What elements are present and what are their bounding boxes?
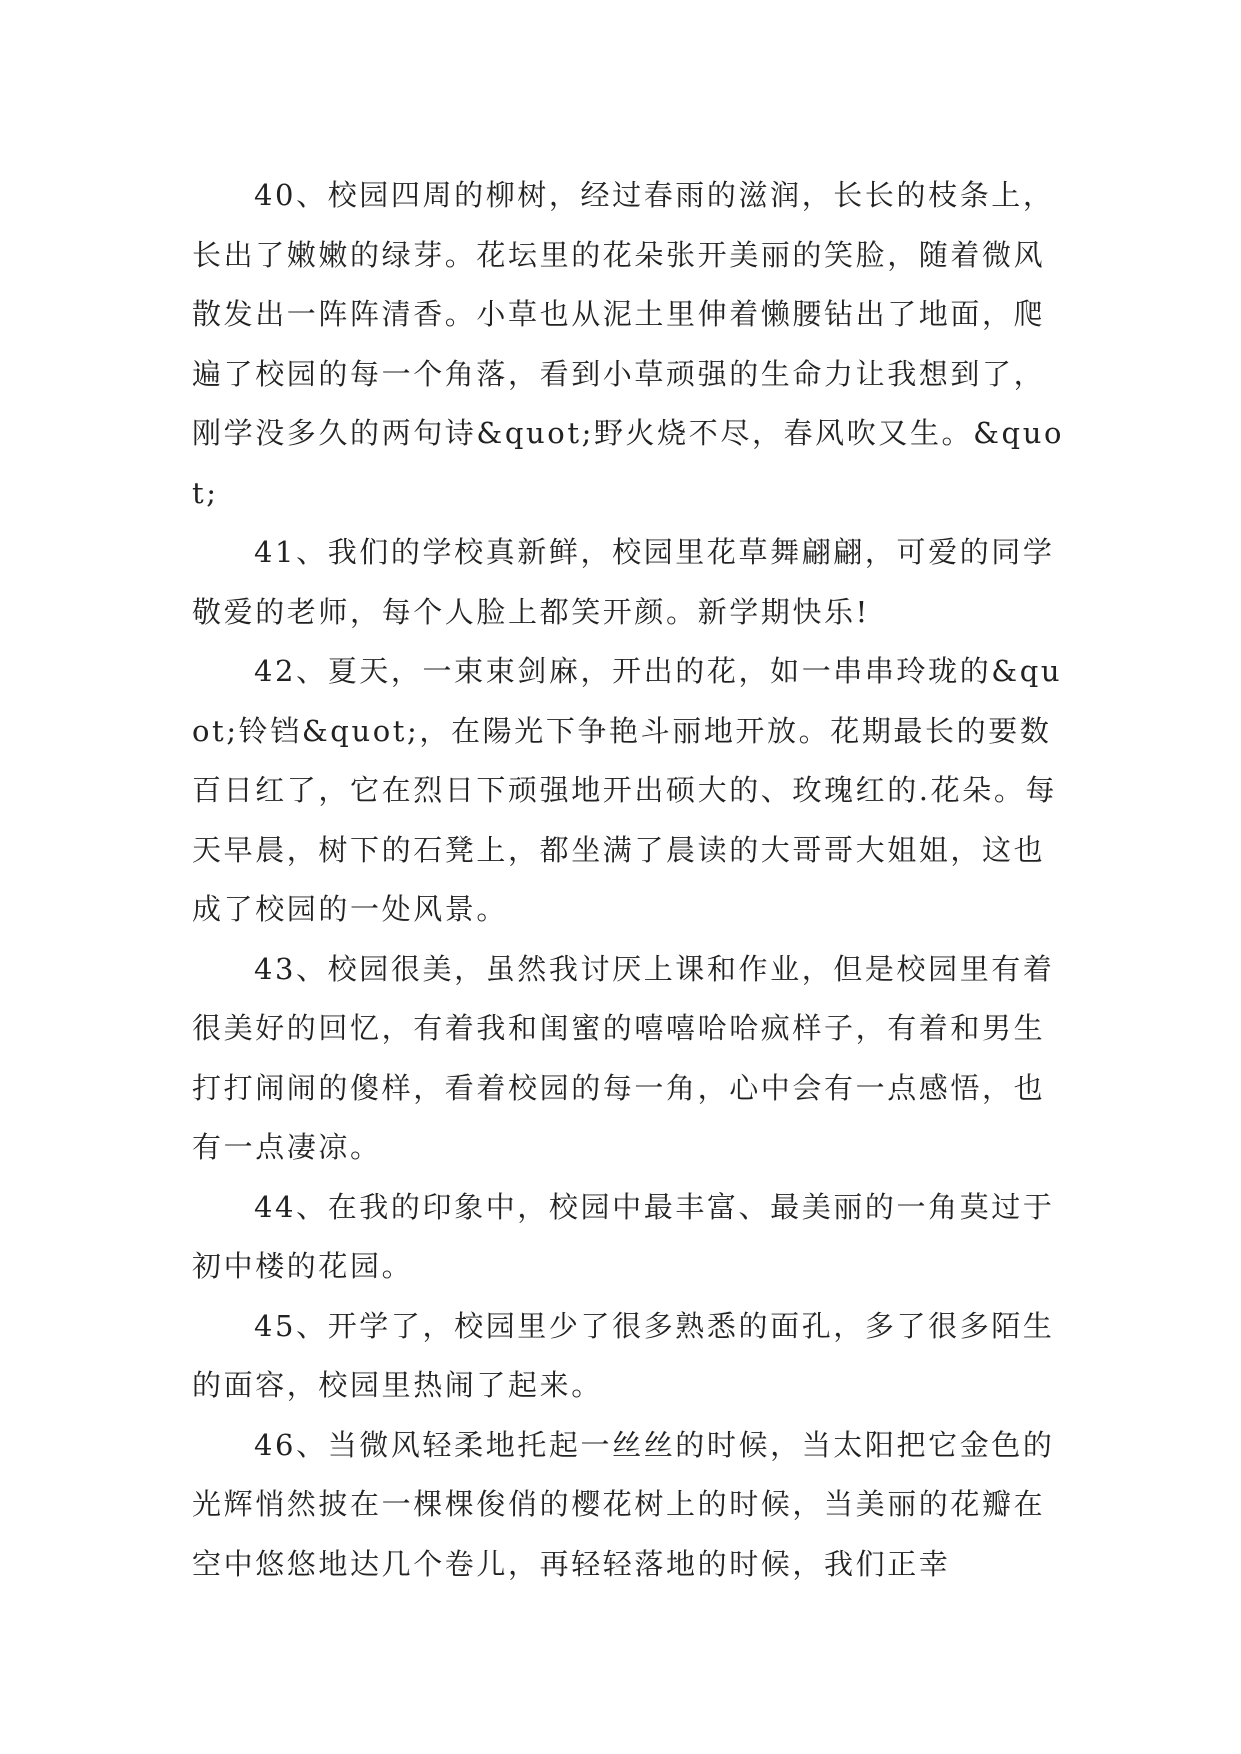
paragraph-46: 46、当微风轻柔地托起一丝丝的时候，当太阳把它金色的光辉悄然披在一棵棵俊俏的樱花树上的时候，当美丽的花瓣在空中悠悠地达几个卷儿，再轻轻落地的时候，我们正幸 xyxy=(192,1427,1055,1581)
document-body xyxy=(192,166,1072,1594)
paragraph-41: 41、我们的学校真新鲜，校园里花草舞翩翩，可爱的同学敬爱的老师，每个人脸上都笑开颜。新学期快乐! xyxy=(192,535,1055,629)
paragraph-43: 43、校园很美，虽然我讨厌上课和作业，但是校园里有着很美好的回忆，有着我和闺蜜的嘻嘻哈哈疯样子，有着和男生打打闹闹的傻样，看着校园的每一角，心中会有一点感悟，也有一点凄凉。 xyxy=(192,951,1055,1164)
paragraph-40: 40、校园四周的柳树，经过春雨的滋润，长长的枝条上，长出了嫩嫩的绿芽。花坛里的花朵张开美丽的笑脸，随着微风散发出一阵阵清香。小草也从泥土里伸着懒腰钻出了地面，爬遍了校园的每一个角落，看到小草顽强的生命力让我想到了，刚学没多久的两句诗&quot;野火烧不尽，春风吹又生。&quot; xyxy=(192,178,1065,510)
paragraph-45: 45、开学了，校园里少了很多熟悉的面孔，多了很多陌生的面容，校园里热闹了起来。 xyxy=(192,1308,1055,1402)
paragraph-44: 44、在我的印象中，校园中最丰富、最美丽的一角莫过于初中楼的花园。 xyxy=(192,1189,1055,1283)
paragraph-42: 42、夏天，一束束剑麻，开出的花，如一串串玲珑的&quot;铃铛&quot;，在陽光下争艳斗丽地开放。花期最长的要数百日红了，它在烈日下顽强地开出硕大的、玫瑰红的.花朵。每天早晨，树下的石凳上，都坐满了晨读的大哥哥大姐姐，这也成了校园的一处风景。 xyxy=(192,654,1063,926)
